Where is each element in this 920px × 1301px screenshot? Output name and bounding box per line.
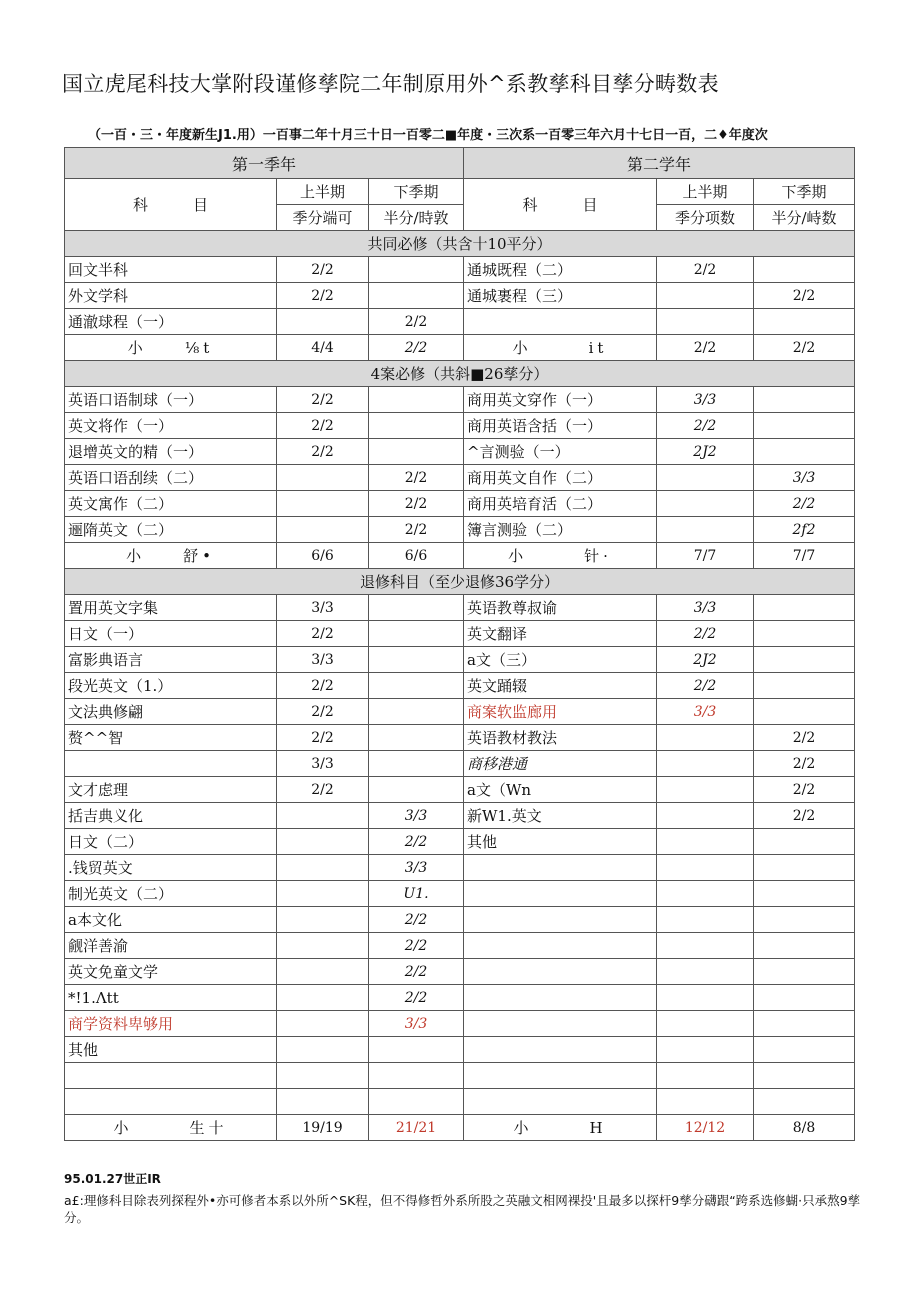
y2-upper-value: 3/3: [657, 699, 754, 725]
y1-lower-value: [369, 595, 464, 621]
year-header-row: [65, 148, 855, 179]
y2-lower-value: [754, 1011, 855, 1037]
y1-lower-value: [369, 1037, 464, 1063]
section-common: 共同必修（共含十10平分）: [65, 231, 855, 257]
subject-left: .钱贸英文: [65, 855, 277, 881]
subject-right: [464, 907, 657, 933]
y1-upper-value: 2/2: [277, 439, 369, 465]
table-row: [65, 881, 855, 907]
y2-upper-header: 上半期: [657, 179, 754, 205]
section-elective: 退修科目（至少退修36学分）: [65, 569, 855, 595]
y1-lower-value: 2/2: [369, 517, 464, 543]
y2-lower-value: [754, 1089, 855, 1115]
subject-right: 英文翻译: [464, 621, 657, 647]
subject-right: ^言测验（一）: [464, 439, 657, 465]
y1-upper-value: [277, 829, 369, 855]
y2-lower-header: 下季期: [754, 179, 855, 205]
subject-right: 商用英语含括（一）: [464, 413, 657, 439]
y1-lower-value: [369, 673, 464, 699]
section-common-row: [65, 231, 855, 257]
y2-lower-value: [754, 309, 855, 335]
y2-lower-value: 2/2: [754, 751, 855, 777]
y1-upper-value: [277, 1063, 369, 1089]
y2-lower-value: [754, 1037, 855, 1063]
subject-right: 英文踊辍: [464, 673, 657, 699]
y2-upper-value: [657, 829, 754, 855]
subject-right: 簿言测验（二）: [464, 517, 657, 543]
y2-lower-value: [754, 647, 855, 673]
y1-lower-value: U1.: [369, 881, 464, 907]
y1-lower-value: 6/6: [369, 543, 464, 569]
table-row: [65, 309, 855, 335]
table-row: [65, 803, 855, 829]
y1-upper-value: 4/4: [277, 335, 369, 361]
y2-upper-value: 7/7: [657, 543, 754, 569]
subject-right: a文（Wn: [464, 777, 657, 803]
y2-upper-value: [657, 907, 754, 933]
y2-lower-value: [754, 595, 855, 621]
subject-left: 逦隋英文（二）: [65, 517, 277, 543]
table-row: [65, 777, 855, 803]
table-row: [65, 907, 855, 933]
y2-lower-value: 2/2: [754, 335, 855, 361]
y1-lower-value: 2/2: [369, 465, 464, 491]
page-title: 国立虎尾科技大掌附段谨修孳院二年制原用外^系教孳科目孳分畴数表: [62, 72, 719, 96]
y1-lower-value: 2/2: [369, 829, 464, 855]
table-row: [65, 933, 855, 959]
table-row: [65, 621, 855, 647]
y2-upper-subheader: 季分项数: [657, 205, 754, 231]
subject-left: [65, 1063, 277, 1089]
y1-lower-value: 3/3: [369, 855, 464, 881]
y1-lower-subheader: 半分/時敦: [369, 205, 464, 231]
y1-lower-value: [369, 751, 464, 777]
subject-left: 置用英文字集: [65, 595, 277, 621]
y1-lower-value: 3/3: [369, 803, 464, 829]
subject-right: 商移港通: [464, 751, 657, 777]
y1-upper-value: 3/3: [277, 647, 369, 673]
table-row: [65, 1037, 855, 1063]
y2-upper-value: [657, 1037, 754, 1063]
table-row: [65, 985, 855, 1011]
subject-right: 商用英文自作（二）: [464, 465, 657, 491]
y1-upper-value: 19/19: [277, 1115, 369, 1141]
subject-left: 退增英文的精（一）: [65, 439, 277, 465]
subject-left: 其他: [65, 1037, 277, 1063]
y1-lower-value: [369, 257, 464, 283]
y1-upper-value: 2/2: [277, 699, 369, 725]
subject-left: 觎洋善渝: [65, 933, 277, 959]
section-required: 4案必修（共斜■26孳分）: [65, 361, 855, 387]
y1-upper-value: 3/3: [277, 595, 369, 621]
subject-left: [65, 751, 277, 777]
y2-lower-value: [754, 621, 855, 647]
subject-left: 商学资料卑够用: [65, 1011, 277, 1037]
subject-left: 文才虑理: [65, 777, 277, 803]
subject-left: 英文将作（一）: [65, 413, 277, 439]
y1-lower-value: [369, 283, 464, 309]
y2-upper-value: 2/2: [657, 621, 754, 647]
y2-upper-value: 2/2: [657, 673, 754, 699]
y2-lower-value: [754, 673, 855, 699]
y1-lower-value: [369, 1089, 464, 1115]
y2-lower-value: [754, 1063, 855, 1089]
subject-right: 英语教材教法: [464, 725, 657, 751]
subject-right: [464, 959, 657, 985]
subject-left: 英文寓作（二）: [65, 491, 277, 517]
y1-lower-value: 21/21: [369, 1115, 464, 1141]
y2-upper-value: [657, 985, 754, 1011]
subject-header-left: 科 目: [65, 179, 277, 231]
column-header-row: [65, 179, 855, 205]
table-row: [65, 1011, 855, 1037]
subject-left: 段光英文（1.）: [65, 673, 277, 699]
subject-right: [464, 1063, 657, 1089]
y2-lower-value: [754, 933, 855, 959]
subtotal-row: [65, 335, 855, 361]
subject-right: [464, 1011, 657, 1037]
table-row: [65, 491, 855, 517]
y2-lower-value: [754, 985, 855, 1011]
y1-upper-value: [277, 517, 369, 543]
y2-lower-value: [754, 855, 855, 881]
y1-upper-value: 2/2: [277, 257, 369, 283]
y1-upper-value: 2/2: [277, 621, 369, 647]
y1-upper-value: 2/2: [277, 725, 369, 751]
y1-lower-value: [369, 777, 464, 803]
y1-upper-value: [277, 1089, 369, 1115]
y2-lower-value: 2/2: [754, 725, 855, 751]
table-row: [65, 829, 855, 855]
y2-lower-value: 2/2: [754, 491, 855, 517]
y2-lower-value: [754, 257, 855, 283]
subject-left: 赘^^智: [65, 725, 277, 751]
subject-right: [464, 309, 657, 335]
y2-upper-value: 2J2: [657, 439, 754, 465]
y2-upper-value: [657, 1011, 754, 1037]
subject-left: 小 舒•: [65, 543, 277, 569]
y2-lower-value: 2f2: [754, 517, 855, 543]
y1-upper-value: 3/3: [277, 751, 369, 777]
y2-upper-value: 2/2: [657, 257, 754, 283]
y1-lower-value: 2/2: [369, 907, 464, 933]
y1-upper-header: 上半期: [277, 179, 369, 205]
y1-upper-value: [277, 985, 369, 1011]
table-row: [65, 283, 855, 309]
y1-lower-value: [369, 699, 464, 725]
y1-lower-value: 2/2: [369, 959, 464, 985]
subject-right: 通城裹程（三）: [464, 283, 657, 309]
y2-upper-value: [657, 803, 754, 829]
table-row: [65, 1063, 855, 1089]
y2-upper-value: [657, 465, 754, 491]
y2-upper-value: [657, 725, 754, 751]
y2-lower-value: [754, 959, 855, 985]
y2-lower-subheader: 半分/峙数: [754, 205, 855, 231]
y1-lower-value: [369, 621, 464, 647]
y1-lower-value: [369, 647, 464, 673]
y1-lower-value: 2/2: [369, 309, 464, 335]
subject-left: *!1.Λtt: [65, 985, 277, 1011]
subject-left: [65, 1089, 277, 1115]
subject-left: 外文学科: [65, 283, 277, 309]
y2-lower-value: 8/8: [754, 1115, 855, 1141]
y2-upper-value: [657, 309, 754, 335]
y1-lower-value: 2/2: [369, 933, 464, 959]
subject-left: a本文化: [65, 907, 277, 933]
y1-upper-value: [277, 907, 369, 933]
table-row: [65, 647, 855, 673]
subject-right: 英语教尊叔谕: [464, 595, 657, 621]
y1-upper-value: [277, 1037, 369, 1063]
y1-lower-value: 3/3: [369, 1011, 464, 1037]
subject-left: 日文（一）: [65, 621, 277, 647]
y2-lower-value: [754, 829, 855, 855]
table-row: [65, 1089, 855, 1115]
y2-lower-value: 3/3: [754, 465, 855, 491]
y1-upper-value: [277, 959, 369, 985]
subject-left: 英语口语制球（一）: [65, 387, 277, 413]
y2-lower-value: 2/2: [754, 777, 855, 803]
subject-left: 小 生十: [65, 1115, 277, 1141]
y2-upper-value: [657, 855, 754, 881]
y2-lower-value: [754, 387, 855, 413]
table-row: [65, 725, 855, 751]
y1-upper-value: [277, 465, 369, 491]
y2-upper-value: [657, 283, 754, 309]
y2-upper-value: 2J2: [657, 647, 754, 673]
footer-date: 95.01.27世正IR: [64, 1172, 161, 1186]
subject-header-right: 科 目: [464, 179, 657, 231]
y1-lower-value: [369, 725, 464, 751]
year1-heading: 第一季年: [65, 148, 464, 179]
y2-upper-value: [657, 517, 754, 543]
subject-right: 商用英培育活（二）: [464, 491, 657, 517]
subject-right: [464, 985, 657, 1011]
y2-upper-value: [657, 959, 754, 985]
table-row: [65, 465, 855, 491]
y2-upper-value: [657, 751, 754, 777]
y2-lower-value: [754, 907, 855, 933]
y1-upper-value: [277, 881, 369, 907]
section-elective-row: [65, 569, 855, 595]
subject-right: 商案软监廊用: [464, 699, 657, 725]
subject-right: 小 针·: [464, 543, 657, 569]
curriculum-table: [64, 147, 855, 1141]
section-required-row: [65, 361, 855, 387]
subtotal-row: [65, 543, 855, 569]
table-row: [65, 439, 855, 465]
total-row: [65, 1115, 855, 1141]
y1-upper-value: [277, 933, 369, 959]
y2-lower-value: 2/2: [754, 283, 855, 309]
y2-lower-value: [754, 413, 855, 439]
y2-lower-value: 2/2: [754, 803, 855, 829]
table-row: [65, 257, 855, 283]
y2-upper-value: [657, 777, 754, 803]
subject-left: 通澈球程（一）: [65, 309, 277, 335]
footer-note: a£:理修科目除表列探程外•亦可修者本系以外所^SK程，但不得修哲外系所股之英融文相网裸投'且最多以探杆9孳分礴跟“跨系选修蝴·只承熬9孳分。: [64, 1193, 861, 1225]
subject-left: 小 ⅛t: [65, 335, 277, 361]
subject-left: 回文半科: [65, 257, 277, 283]
table-row: [65, 959, 855, 985]
subject-right: 小 H: [464, 1115, 657, 1141]
subject-right: a文（三）: [464, 647, 657, 673]
y1-upper-value: 2/2: [277, 283, 369, 309]
y1-lower-header: 下季期: [369, 179, 464, 205]
subject-left: 富影典语言: [65, 647, 277, 673]
y2-upper-value: [657, 933, 754, 959]
subject-right: 通城既程（二）: [464, 257, 657, 283]
subject-left: 日文（二）: [65, 829, 277, 855]
y1-lower-value: 2/2: [369, 491, 464, 517]
year2-heading: 第二学年: [464, 148, 855, 179]
subject-left: 英文免童文学: [65, 959, 277, 985]
y2-upper-value: 3/3: [657, 595, 754, 621]
subject-left: 括吉典义化: [65, 803, 277, 829]
subject-right: 新W1.英文: [464, 803, 657, 829]
y2-lower-value: [754, 699, 855, 725]
y1-upper-value: 2/2: [277, 673, 369, 699]
y2-upper-value: 2/2: [657, 335, 754, 361]
subject-right: 商用英文穿作（一）: [464, 387, 657, 413]
y2-upper-value: 2/2: [657, 413, 754, 439]
y1-upper-value: 2/2: [277, 387, 369, 413]
table-row: [65, 595, 855, 621]
table-row: [65, 387, 855, 413]
y1-upper-value: 6/6: [277, 543, 369, 569]
y1-upper-value: [277, 491, 369, 517]
y1-lower-value: [369, 413, 464, 439]
y1-lower-value: [369, 387, 464, 413]
table-row: [65, 699, 855, 725]
y1-upper-value: [277, 855, 369, 881]
subject-right: 小 it: [464, 335, 657, 361]
subject-right: 其他: [464, 829, 657, 855]
table-row: [65, 673, 855, 699]
y1-upper-value: [277, 1011, 369, 1037]
y2-upper-value: 12/12: [657, 1115, 754, 1141]
y2-lower-value: [754, 881, 855, 907]
subject-right: [464, 855, 657, 881]
y2-upper-value: [657, 491, 754, 517]
table-row: [65, 855, 855, 881]
subject-right: [464, 1037, 657, 1063]
y1-lower-value: [369, 439, 464, 465]
y1-lower-value: 2/2: [369, 335, 464, 361]
y2-lower-value: 7/7: [754, 543, 855, 569]
y2-upper-value: 3/3: [657, 387, 754, 413]
y2-upper-value: [657, 881, 754, 907]
y1-upper-value: 2/2: [277, 777, 369, 803]
y1-upper-subheader: 季分端可: [277, 205, 369, 231]
subject-right: [464, 933, 657, 959]
y2-upper-value: [657, 1089, 754, 1115]
y1-upper-value: 2/2: [277, 413, 369, 439]
y2-lower-value: [754, 439, 855, 465]
table-row: [65, 517, 855, 543]
subject-left: 英语口语刮续（二）: [65, 465, 277, 491]
page-subtitle: （一百・三・年度新生J1.用）一百事二年十月三十日一百零二■年度・三次系一百零三年六月十七日一百，二♦年度次: [88, 128, 768, 143]
table-row: [65, 413, 855, 439]
table-row: [65, 751, 855, 777]
subject-right: [464, 1089, 657, 1115]
subject-right: [464, 881, 657, 907]
subject-left: 制光英文（二）: [65, 881, 277, 907]
y1-lower-value: [369, 1063, 464, 1089]
y1-upper-value: [277, 803, 369, 829]
y1-upper-value: [277, 309, 369, 335]
y2-upper-value: [657, 1063, 754, 1089]
y1-lower-value: 2/2: [369, 985, 464, 1011]
subject-left: 文法典修翩: [65, 699, 277, 725]
